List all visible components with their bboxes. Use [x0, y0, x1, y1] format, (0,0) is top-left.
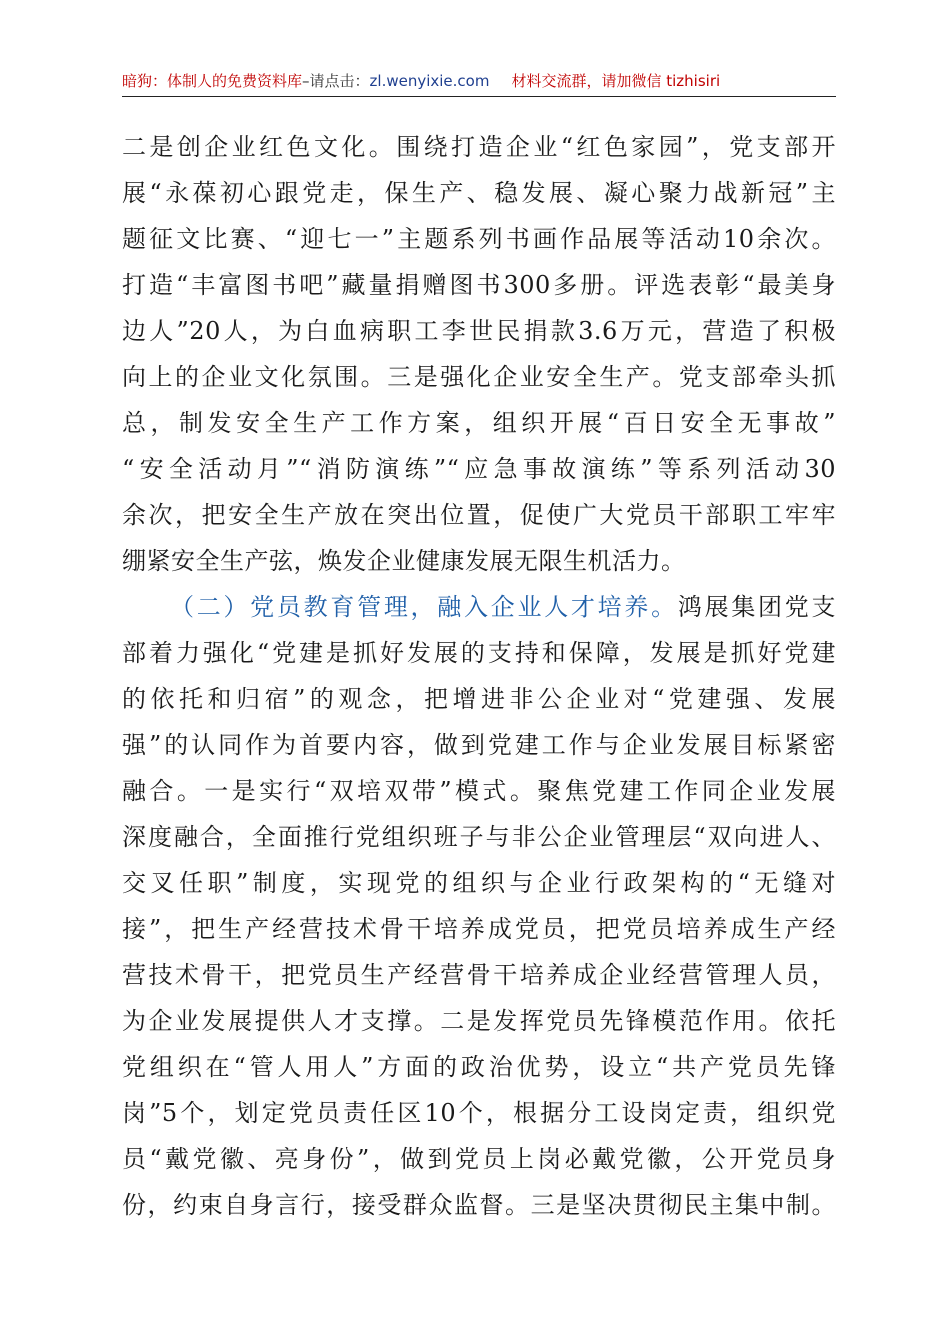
- header-click-prefix: –请点击：: [302, 72, 370, 90]
- section-heading: （二）党员教育管理，融入企业人才培养。: [170, 593, 678, 621]
- paragraph-line-tail: 鸿展集团党支: [677, 593, 837, 621]
- paragraph-line: 边人”20人，为白血病职工李世民捐款3.6万元，营造了积极: [122, 317, 836, 345]
- header-contact: 材料交流群，请加微信 tizhisiri: [511, 72, 721, 90]
- paragraph-line: 份，约束自身言行，接受群众监督。三是坚决贯彻民主集中制。: [122, 1191, 836, 1219]
- header-url-link[interactable]: zl.wenyixie.com: [369, 72, 490, 90]
- paragraph-line: 绷紧安全生产弦，焕发企业健康发展无限生机活力。: [122, 547, 686, 575]
- paragraph-line: 向上的企业文化氛围。三是强化企业安全生产。党支部牵头抓: [122, 363, 836, 391]
- paragraph-line: 余次，把安全生产放在突出位置，促使广大党员干部职工牢牢: [122, 501, 836, 529]
- paragraph-line: 深度融合，全面推行党组织班子与非公企业管理层“双向进人、: [122, 823, 836, 851]
- paragraph-line: 强”的认同作为首要内容，做到党建工作与企业发展目标紧密: [122, 731, 836, 759]
- paragraph-line: 的依托和归宿”的观念，把增进非公企业对“党建强、发展: [122, 685, 836, 713]
- section-heading-line: [122, 584, 836, 630]
- page-header: [122, 66, 836, 96]
- paragraph-line: 二是创企业红色文化。围绕打造企业“红色家园”，党支部开: [122, 133, 836, 161]
- paragraph-line: 交叉任职”制度，实现党的组织与企业行政架构的“无缝对: [122, 869, 836, 897]
- paragraph-line: 接”，把生产经营技术骨干培养成党员，把党员培养成生产经: [122, 915, 836, 943]
- paragraph-line: 融合。一是实行“双培双带”模式。聚焦党建工作同企业发展: [122, 777, 836, 805]
- paragraph-line: 岗”5个，划定党员责任区10个，根据分工设岗定责，组织党: [122, 1099, 836, 1127]
- paragraph-line: 为企业发展提供人才支撑。二是发挥党员先锋模范作用。依托: [122, 1007, 836, 1035]
- header-brand: 暗狗：体制人的免费资料库: [122, 72, 303, 90]
- paragraph-line: 总，制发安全生产工作方案，组织开展“百日安全无事故”: [122, 409, 836, 437]
- paragraph-line: 员“戴党徽、亮身份”，做到党员上岗必戴党徽，公开党员身: [122, 1145, 836, 1173]
- paragraph-line: 打造“丰富图书吧”藏量捐赠图书300多册。评选表彰“最美身: [122, 271, 836, 299]
- paragraph-line: 部着力强化“党建是抓好发展的支持和保障，发展是抓好党建: [122, 639, 836, 667]
- document-body: [122, 124, 836, 1228]
- paragraph-line: 展“永葆初心跟党走，保生产、稳发展、凝心聚力战新冠”主: [122, 179, 836, 207]
- paragraph-line: “安全活动月”“消防演练”“应急事故演练”等系列活动30: [122, 455, 836, 483]
- header-divider: [122, 96, 836, 97]
- paragraph-line: 营技术骨干，把党员生产经营骨干培养成企业经营管理人员，: [122, 961, 836, 989]
- paragraph-line: 党组织在“管人用人”方面的政治优势，设立“共产党员先锋: [122, 1053, 836, 1081]
- paragraph-line: 题征文比赛、“迎七一”主题系列书画作品展等活动10余次。: [122, 225, 836, 253]
